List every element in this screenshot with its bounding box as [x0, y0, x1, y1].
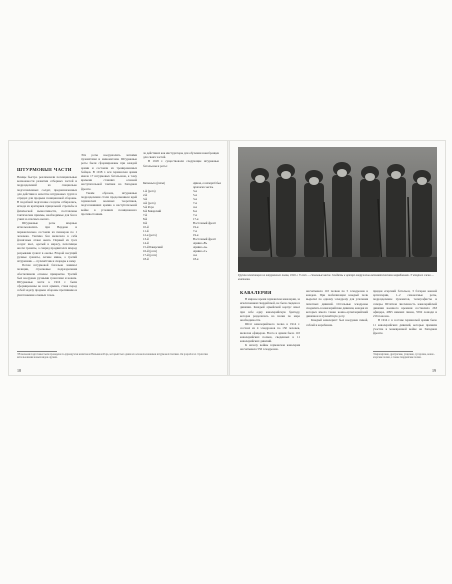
page-number: 18 — [17, 368, 21, 373]
table-cell-battalion: 15-й Баварский — [143, 245, 163, 249]
table-row — [143, 257, 223, 261]
section-heading-shock-troops: ШТУРМОВЫЕ ЧАСТИ — [17, 167, 72, 172]
table-cell-battalion: 9-й — [143, 221, 148, 225]
table-intro — [143, 151, 219, 179]
right-page-column-2 — [306, 289, 368, 365]
photo-caption: Группа пехотинцев из штурмового полка, 1916 г. У всех — стальные каски. Солдаты в центре вооружены автоматическими карабинами. У второго слева — винтовка. — [238, 273, 434, 281]
paragraph: Штат кавалерийского полка в 1914 г. состоял из 4 эскадронов по 150 человек, включая офицеров. Всего в армии было 110 кавалерийских полков, сведенных в 11 кавалерийских дивизий. — [240, 322, 300, 344]
right-page-column-3 — [373, 289, 437, 349]
table-cell-battalion: 8-й — [143, 217, 148, 221]
paragraph: ла действиях как инструкторы для обучения новобранцев для своих частей. — [143, 151, 219, 160]
table-cell-battalion: 1-й (рота) — [143, 189, 156, 193]
table-cell-battalion: 13-й — [143, 237, 149, 241]
table-cell-army: Армия «А» — [193, 245, 208, 249]
paragraph: В 1914 г. в составе германской армии было 11 кавалерийских дивизий, которые приняли участие в маневренной войне на Западном фронте. — [373, 318, 437, 336]
paragraph: насчитывала 110 полков по 5 эскадронов в каждом. При мобилизации каждый полк выделял по одному эскадрону для усиления пехотных дивизий. Остальные эскадроны сводились в кавалерийские дивизии, каждая из которых имела также конно-артиллерийский дивизион и пулемётную роту. — [306, 289, 368, 319]
table-cell-battalion: 6-й Баварский — [143, 209, 162, 213]
table-cell-army: 3-я — [193, 189, 197, 193]
battalion-table — [143, 181, 223, 261]
left-page — [9, 141, 227, 375]
table-cell-army: 7-я — [193, 229, 197, 233]
paragraph: Эти роты вооружались легкими пулемётами и минометами. Штурмовые роты были сформированы при каждой армии и состояли из тренированных бойцов. В 1918 г. вся германская армия имела 17 штурмовых батальонов, к тому времени ставших основой наступательной тактики на Западном фронте. — [81, 153, 137, 191]
paragraph: Каждый кавалерист был вооружен пикой, саблей и карабином. — [306, 318, 368, 327]
page-number: 19 — [432, 368, 436, 373]
footnote: ¹ Кирасирские, драгунские, уланские, гусарские, конно-егерские полки, а также гвардейские полки. — [373, 353, 435, 360]
soldiers-photo-image — [238, 147, 437, 272]
table-cell-army: Восточный фронт — [193, 221, 216, 225]
table-cell-army: 4-я — [193, 205, 197, 209]
paragraph: В мирное время германская кавалерия, за исключением гвардейской, не была сведена в дивизии. Каждый армейский корпус имел при себе одну кавалерийскую бригаду, которая разделялась на полки по мере необходимости. — [240, 297, 300, 323]
paragraph: Немцы быстро реализовали потенциальные возможности развития отборных частей и подразделений из специально подготовленных солдат, предназначенных для действия в качестве штурмовых групп в отрядах для прорыва позиционной обороны. В подобной подготовке солдаты отбирались, исходя из критериев прицельной стрельбы и физической выносливости, поставлены тактические приемы, необходимые для боя в узких и опасных окопах. — [17, 175, 77, 222]
footnote-rule — [17, 351, 57, 352]
footnote: ¹ Начальная подготовка была проведена по-французски капитаном Вильямом Рора, который был одним из основоположников штурмовой тактики. Он разработал стратегию использования новых видов оружия. — [17, 353, 209, 360]
table-cell-army: 17-я — [193, 217, 199, 221]
table-cell-battalion: 16-й (рота) — [143, 249, 157, 253]
table-cell-battalion: 4-й (рота) — [143, 201, 156, 205]
table-cell-army: Армия «В» — [193, 241, 208, 245]
soldiers-photograph — [238, 147, 437, 272]
table-cell-battalion: 5-й Рора — [143, 205, 154, 209]
table-cell-battalion: 10-й — [143, 225, 149, 229]
paragraph: К началу войны германская кавалерия насчитывала 550 эскадронов. — [240, 343, 300, 352]
paragraph: В 1918 г. существовали следующие штурмовые батальоны и роты: — [143, 159, 219, 168]
table-cell-battalion: 7-й — [143, 213, 148, 217]
table-cell-battalion: 3-й — [143, 197, 148, 201]
section-heading-cavalry: КАВАЛЕРИЯ — [240, 290, 272, 295]
right-page — [230, 141, 445, 375]
table-cell-army: 7-я — [193, 213, 197, 217]
footnote-rule — [373, 351, 413, 352]
table-cell-army: 5-я — [193, 193, 197, 197]
table-header-cell: Армия, в которой был приписан часть — [193, 181, 222, 189]
table-cell-battalion: 14-й — [143, 241, 149, 245]
table-cell-battalion: 18-й — [143, 257, 149, 261]
table-header-cell: Батальон (рота) — [143, 181, 166, 185]
table-cell-army: 19-я — [193, 225, 199, 229]
table-cell-army: 3-я — [193, 197, 197, 201]
table-cell-battalion: 11-й — [143, 229, 149, 233]
right-page-column-1 — [240, 297, 300, 365]
left-page-column-1 — [17, 175, 77, 345]
table-cell-battalion: 2-й — [143, 193, 148, 197]
paragraph: придан егерский батальон, 3 батареи конной артиллерии, 1–2 самокатные роты, подразделение пулеметов, телеграфисты и саперы. Штатная численность кавалерийской дивизии военного времени составляла 263 офицера, 4995 нижних чинов, 5592 лошади и 216 повозок. — [373, 289, 437, 319]
table-cell-battalion: 17-й (рота) — [143, 253, 157, 257]
table-cell-army: 18-я — [193, 257, 199, 261]
table-cell-army: Восточный фронт — [193, 237, 216, 241]
table-cell-battalion: 12-я (рота) — [143, 233, 157, 237]
table-cell-army: 4-я — [193, 253, 197, 257]
book-spread — [8, 140, 446, 376]
paragraph: Потом штурмовой батальон занимал позиции, стрелковые подразделения обеспечивали огневое прикрытие. Третий был вооружен ручными гранатами и ножом. Штурмовые части к 1916 г. были сформированы во всех армиях, ставя перед собой задачу прорыва обороны противника и уничтожения огневых точек. — [17, 263, 77, 297]
table-header — [143, 181, 223, 189]
table-cell-army: 7-я — [193, 201, 197, 205]
table-cell-army: 19-я — [193, 233, 199, 237]
left-page-column-2 — [81, 153, 137, 345]
paragraph: Штурмовые роты впервые использовались при Вердене и первоначально состояли из пионеров по 1 человека. Тактика боя включала в себя фланговые атаки окопа. Первый из трех солдат шел, одетый в кирасу, пехотинцы несли гранаты, а снаряд продвигался вперед разрывами гранат в окопы. Второй несущий ручные гранаты, легкие мины, а третий штурмовик — пулемётчик и снаряды к нему. — [17, 221, 77, 264]
table-cell-army: 6-я — [193, 209, 197, 213]
table-cell-army: Армия «С» — [193, 249, 208, 253]
paragraph: Таким образом, штурмовые подразделения стали продолжением идей германских военных теоретиков, подготовивших армию к наступательной войне в условиях позиционного противостояния. — [81, 190, 137, 216]
